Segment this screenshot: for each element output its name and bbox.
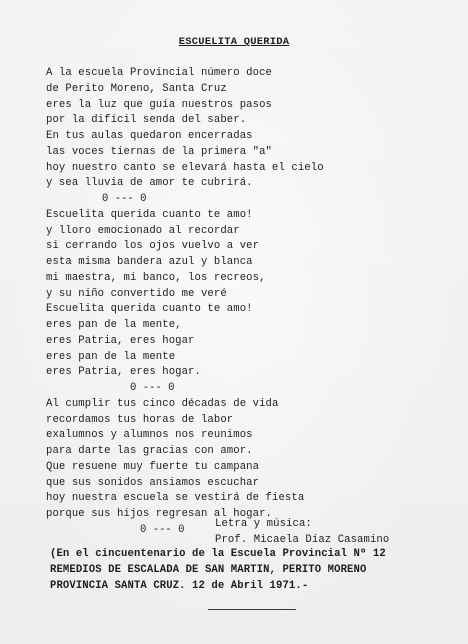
stanza-separator: 0 --- 0 <box>102 193 147 205</box>
poem-line: de Perito Moreno, Santa Cruz <box>46 82 227 95</box>
poem-line: hoy nuestra escuela se vestirá de fiesta <box>46 492 305 505</box>
poem-line: En tus aulas quedaron encerradas <box>46 130 253 142</box>
poem-line: hoy nuestro canto se elevará hasta el cielo <box>46 161 324 174</box>
credits-block <box>215 517 389 549</box>
stanza-1 <box>46 66 456 208</box>
footer-line: REMEDIOS DE ESCALADA DE SAN MARTIN, PERITO MORENO <box>50 563 367 576</box>
poem-line: esta misma bandera azul y blanca <box>46 256 253 268</box>
poem-line: que sus sonidos ansiamos escuchar <box>46 476 260 489</box>
footer-note <box>50 547 465 594</box>
poem-line: eres pan de la mente, <box>46 319 182 331</box>
poem-line: por la difícil senda del saber. <box>46 114 247 127</box>
poem-line: y lloro emocionado al recordar <box>46 224 240 237</box>
poem-line: Escuelita querida cuanto te amo! <box>46 208 253 221</box>
poem-line: porque sus hijos regresan al hogar. <box>46 508 273 520</box>
poem-line: y su niño convertido me veré <box>46 287 227 300</box>
poem-line: eres Patria, eres hogar <box>46 334 195 347</box>
poem-line: y sea lluvia de amor te cubrirá. <box>46 177 253 190</box>
poem-line: recordamos tus horas de labor <box>46 413 234 426</box>
footer-line: PROVINCIA SANTA CRUZ. 12 de Abril 1971.- <box>50 579 309 592</box>
poem-body <box>46 66 456 539</box>
credits-author: Prof. Micaela Díaz Casamino <box>215 533 390 546</box>
poem-line: si cerrando los ojos vuelvo a ver <box>46 240 260 253</box>
footer-line: (En el cincuentenario de la Escuela Provincial Nº 12 <box>50 548 386 560</box>
poem-line: Al cumplir tus cinco décadas de vida <box>46 397 279 410</box>
stanza-separator: 0 --- 0 <box>140 523 185 536</box>
poem-line: Escuelita querida cuanto te amo! <box>46 303 253 316</box>
bottom-divider <box>208 609 296 610</box>
poem-line: las voces tiernas de la primera "a" <box>46 145 273 158</box>
poem-line: eres la luz que guía nuestros pasos <box>46 98 273 111</box>
poem-line: eres pan de la mente <box>46 350 176 363</box>
poem-line: para darte las gracias con amor. <box>46 445 253 457</box>
poem-line: A la escuela Provincial número doce <box>46 67 273 79</box>
poem-line: exalumnos y alumnos nos reunimos <box>46 429 253 442</box>
poem-line: Que resuene muy fuerte tu campana <box>46 460 260 473</box>
stanza-2 <box>46 208 456 397</box>
poem-line: mi maestra, mi banco, los recreos, <box>46 271 266 284</box>
page-title: ESCUELITA QUERIDA <box>178 36 290 48</box>
credits-label: Letra y música: <box>215 518 312 530</box>
poem-line: eres Patria, eres hogar. <box>46 366 201 379</box>
stanza-separator: 0 --- 0 <box>130 382 175 394</box>
